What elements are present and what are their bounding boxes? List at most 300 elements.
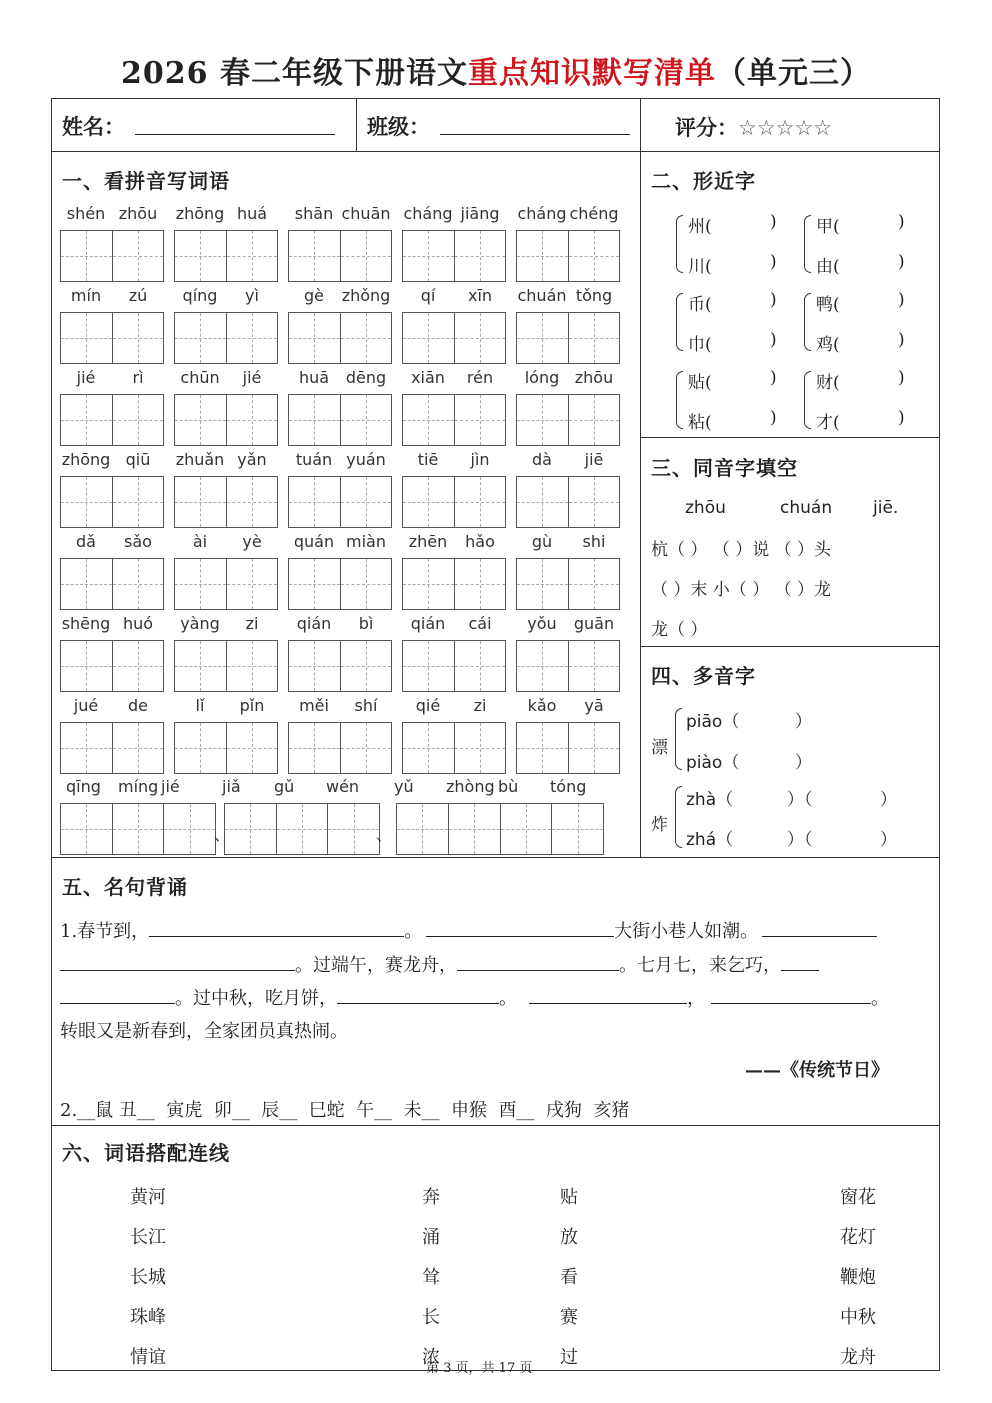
pinyin-syllable: ài bbox=[192, 532, 208, 551]
writing-box[interactable] bbox=[60, 640, 164, 692]
poem-line-3 bbox=[60, 984, 889, 1010]
writing-cell[interactable] bbox=[569, 477, 620, 527]
writing-box[interactable] bbox=[516, 394, 620, 446]
writing-cell[interactable] bbox=[517, 641, 569, 691]
writing-box[interactable] bbox=[174, 230, 278, 282]
pinyin-syllable: qiū bbox=[125, 450, 151, 469]
writing-cell[interactable] bbox=[227, 231, 278, 281]
pinyin-syllable: jìn bbox=[470, 450, 490, 469]
similar-char: 粘( bbox=[688, 413, 712, 433]
writing-box[interactable] bbox=[288, 312, 392, 364]
divider bbox=[51, 1125, 940, 1126]
pinyin-syllable: zhòng bbox=[446, 777, 495, 796]
writing-box[interactable] bbox=[60, 558, 164, 610]
pinyin-syllable: de bbox=[128, 696, 148, 715]
match-item[interactable]: 情谊 bbox=[130, 1347, 166, 1368]
writing-box[interactable] bbox=[60, 230, 164, 282]
answer-blank[interactable]: ）（ bbox=[787, 830, 813, 850]
match-item[interactable]: 窗花 bbox=[840, 1187, 876, 1208]
answer-blank[interactable]: ) bbox=[770, 252, 777, 272]
score-label: 评分： bbox=[675, 115, 738, 140]
match-item[interactable]: 浓 bbox=[422, 1347, 440, 1368]
title-part: 2026 春二年级下册语文 bbox=[121, 56, 468, 91]
bracket bbox=[675, 786, 682, 848]
writing-box[interactable] bbox=[288, 640, 392, 692]
writing-cell[interactable] bbox=[175, 477, 227, 527]
pinyin-syllable: gù bbox=[531, 532, 553, 551]
writing-box[interactable] bbox=[288, 722, 392, 774]
poem-blank[interactable] bbox=[781, 952, 819, 971]
pinyin-syllable: shí bbox=[354, 696, 378, 715]
pinyin-syllable: qí bbox=[420, 286, 436, 305]
writing-cell[interactable] bbox=[455, 313, 506, 363]
name-input[interactable] bbox=[135, 114, 335, 135]
writing-cell[interactable] bbox=[227, 395, 278, 445]
writing-cell[interactable] bbox=[164, 804, 215, 854]
similar-char: 州( bbox=[688, 217, 712, 237]
writing-cell[interactable] bbox=[341, 313, 392, 363]
pinyin-syllable: měi bbox=[299, 696, 329, 715]
answer-blank[interactable]: ) bbox=[898, 290, 905, 310]
pinyin-syllable: yǎn bbox=[237, 450, 267, 469]
answer-blank[interactable]: ） bbox=[795, 712, 812, 732]
class-field bbox=[367, 111, 430, 141]
pinyin-syllable: zi bbox=[245, 614, 259, 633]
match-item[interactable]: 黄河 bbox=[130, 1187, 166, 1208]
writing-box[interactable] bbox=[402, 558, 506, 610]
bracket bbox=[804, 215, 811, 273]
pinyin-syllable: yā bbox=[584, 696, 604, 715]
writing-cell[interactable] bbox=[341, 641, 392, 691]
poem-text: ， bbox=[687, 988, 705, 1009]
pinyin-syllable: jié bbox=[242, 368, 262, 387]
pinyin-syllable: yì bbox=[245, 286, 259, 305]
writing-cell[interactable] bbox=[227, 559, 278, 609]
pinyin-syllable: zhǒng bbox=[341, 286, 391, 305]
writing-cell[interactable] bbox=[455, 723, 506, 773]
match-item[interactable]: 龙舟 bbox=[840, 1347, 876, 1368]
pinyin-syllable: cái bbox=[468, 614, 492, 633]
poem-text: 1.春节到， bbox=[60, 921, 150, 942]
divider bbox=[51, 151, 940, 152]
writing-box[interactable] bbox=[516, 312, 620, 364]
writing-box[interactable] bbox=[288, 558, 392, 610]
writing-cell[interactable] bbox=[517, 477, 569, 527]
writing-cell[interactable] bbox=[175, 641, 227, 691]
writing-cell[interactable] bbox=[61, 804, 113, 854]
similar-char: 鸭( bbox=[816, 295, 840, 315]
writing-cell[interactable] bbox=[552, 804, 603, 854]
writing-cell[interactable] bbox=[455, 559, 506, 609]
writing-cell[interactable] bbox=[455, 477, 506, 527]
answer-blank[interactable]: ) bbox=[770, 212, 777, 232]
pinyin-syllable: huá bbox=[236, 204, 268, 223]
writing-box[interactable] bbox=[516, 230, 620, 282]
writing-cell[interactable] bbox=[455, 395, 506, 445]
pinyin-syllable: chūn bbox=[180, 368, 220, 387]
answer-blank[interactable]: ）（ bbox=[787, 790, 813, 810]
match-item[interactable]: 花灯 bbox=[840, 1227, 876, 1248]
writing-box[interactable] bbox=[516, 476, 620, 528]
poem-blank[interactable] bbox=[337, 985, 499, 1004]
match-item[interactable]: 奔 bbox=[422, 1187, 440, 1208]
writing-cell[interactable] bbox=[113, 231, 164, 281]
similar-char: 币( bbox=[688, 295, 712, 315]
pinyin-syllable: wén bbox=[326, 777, 360, 796]
similar-char: 甲( bbox=[816, 217, 840, 237]
homophone-line[interactable]: 杭（ ） （ ）说 （ ）头 bbox=[651, 540, 832, 560]
bracket bbox=[676, 293, 683, 351]
writing-box[interactable] bbox=[288, 476, 392, 528]
match-item[interactable]: 中秋 bbox=[840, 1307, 876, 1328]
pinyin-syllable: jiǎ bbox=[222, 777, 241, 796]
writing-cell[interactable] bbox=[569, 395, 620, 445]
homophone-pinyin: chuán bbox=[780, 498, 833, 518]
poem-blank[interactable] bbox=[457, 952, 619, 971]
pinyin-syllable: chuān bbox=[341, 204, 391, 223]
writing-cell[interactable] bbox=[341, 231, 392, 281]
pinyin-syllable: guān bbox=[573, 614, 615, 633]
writing-box[interactable] bbox=[60, 394, 164, 446]
divider bbox=[640, 98, 641, 857]
section3-title: 三、同音字填空 bbox=[651, 456, 798, 480]
divider bbox=[51, 857, 940, 858]
writing-cell[interactable] bbox=[61, 395, 113, 445]
pinyin-syllable: shān bbox=[294, 204, 334, 223]
writing-cell[interactable] bbox=[341, 559, 392, 609]
pinyin-syllable: tiē bbox=[417, 450, 439, 469]
page-title bbox=[0, 48, 992, 92]
page-footer: 第 3 页，共 17 页 bbox=[426, 1361, 533, 1376]
pinyin-syllable: zhōu bbox=[574, 368, 614, 387]
pinyin-syllable: pǐn bbox=[239, 696, 265, 715]
match-item[interactable]: 看 bbox=[560, 1267, 578, 1288]
name-label: 姓名： bbox=[62, 114, 125, 139]
writing-box[interactable] bbox=[174, 722, 278, 774]
writing-cell[interactable] bbox=[61, 723, 113, 773]
writing-cell[interactable] bbox=[403, 477, 455, 527]
answer-blank[interactable]: ） bbox=[795, 753, 812, 773]
answer-blank[interactable]: ) bbox=[770, 290, 777, 310]
polyphone-char: 炸 bbox=[651, 815, 668, 835]
poem-text: 。过中秋，吃月饼， bbox=[175, 988, 337, 1009]
writing-cell[interactable] bbox=[403, 559, 455, 609]
poem-text: 。过端午，赛龙舟， bbox=[295, 955, 457, 976]
similar-char: 鸡( bbox=[816, 335, 840, 355]
poem-source: ——《传统节日》 bbox=[745, 1060, 889, 1081]
writing-cell[interactable] bbox=[289, 641, 341, 691]
writing-cell[interactable] bbox=[175, 313, 227, 363]
match-item[interactable]: 长城 bbox=[130, 1267, 166, 1288]
pinyin-syllable: cháng bbox=[403, 204, 453, 223]
writing-cell[interactable] bbox=[517, 395, 569, 445]
pinyin-syllable: xīn bbox=[467, 286, 493, 305]
writing-cell[interactable] bbox=[517, 313, 569, 363]
pinyin-syllable: zi bbox=[473, 696, 487, 715]
poem-blank[interactable] bbox=[529, 985, 687, 1004]
writing-cell[interactable] bbox=[61, 641, 113, 691]
pinyin-syllable: yàng bbox=[180, 614, 220, 633]
pinyin-syllable: huā bbox=[298, 368, 330, 387]
answer-blank[interactable]: ) bbox=[898, 252, 905, 272]
writing-box[interactable] bbox=[402, 722, 506, 774]
writing-cell[interactable] bbox=[175, 395, 227, 445]
writing-box[interactable] bbox=[516, 722, 620, 774]
writing-cell[interactable] bbox=[289, 559, 341, 609]
class-input[interactable] bbox=[440, 114, 630, 135]
writing-box[interactable] bbox=[60, 803, 216, 855]
writing-box[interactable] bbox=[60, 312, 164, 364]
writing-box[interactable] bbox=[60, 722, 164, 774]
writing-cell[interactable] bbox=[569, 723, 620, 773]
pinyin-syllable: yǔ bbox=[394, 777, 414, 796]
pinyin-syllable: gǔ bbox=[274, 777, 295, 796]
writing-cell[interactable] bbox=[289, 313, 341, 363]
polyphone-reading: piào（ bbox=[686, 753, 740, 773]
writing-cell[interactable] bbox=[455, 231, 506, 281]
poem-text: 大街小巷人如潮。 bbox=[614, 921, 759, 942]
writing-cell[interactable] bbox=[113, 477, 164, 527]
similar-char: 巾( bbox=[688, 335, 712, 355]
writing-cell[interactable] bbox=[61, 313, 113, 363]
writing-box[interactable] bbox=[60, 476, 164, 528]
bracket bbox=[804, 293, 811, 351]
zodiac-line[interactable]: 2.__鼠 丑__ 寅虎 卯__ 辰__ 巳蛇 午__ 未__ 申猴 酉__ 戌狗 亥猪 bbox=[60, 1100, 630, 1121]
poem-line-2 bbox=[60, 951, 819, 977]
writing-cell[interactable] bbox=[227, 641, 278, 691]
writing-cell[interactable] bbox=[227, 313, 278, 363]
title-highlight: 重点知识默写清单 bbox=[467, 56, 716, 91]
bracket bbox=[676, 371, 683, 429]
writing-box[interactable] bbox=[174, 640, 278, 692]
poem-line-4: 转眼又是新春到，全家团员真热闹。 bbox=[60, 1021, 348, 1042]
homophone-pinyin: jiē. bbox=[873, 498, 899, 518]
match-item[interactable]: 涌 bbox=[422, 1227, 440, 1248]
section4-title: 四、多音字 bbox=[651, 664, 756, 688]
pinyin-syllable: qīng bbox=[66, 777, 101, 796]
writing-cell[interactable] bbox=[289, 477, 341, 527]
pinyin-syllable: tǒng bbox=[575, 286, 613, 305]
writing-cell[interactable] bbox=[113, 804, 165, 854]
answer-blank[interactable]: ) bbox=[898, 330, 905, 350]
polyphone-reading: piāo（ bbox=[686, 712, 740, 732]
pinyin-syllable: qián bbox=[410, 614, 446, 633]
writing-box[interactable] bbox=[174, 558, 278, 610]
writing-cell[interactable] bbox=[289, 395, 341, 445]
pinyin-syllable: zú bbox=[128, 286, 148, 305]
answer-blank[interactable]: ) bbox=[770, 330, 777, 350]
polyphone-reading: zhá（ bbox=[686, 830, 734, 850]
writing-box[interactable] bbox=[402, 640, 506, 692]
poem-text: 。 bbox=[404, 921, 423, 942]
writing-cell[interactable] bbox=[501, 804, 553, 854]
pinyin-syllable: shén bbox=[66, 204, 106, 223]
writing-cell[interactable] bbox=[517, 231, 569, 281]
title-part: （单元三） bbox=[715, 56, 871, 91]
class-label: 班级： bbox=[367, 114, 430, 139]
bracket bbox=[676, 215, 683, 273]
match-item[interactable]: 珠峰 bbox=[130, 1307, 166, 1328]
answer-blank[interactable]: ） bbox=[880, 830, 897, 850]
writing-cell[interactable] bbox=[403, 723, 455, 773]
pinyin-syllable: miàn bbox=[346, 532, 386, 551]
writing-box[interactable] bbox=[402, 230, 506, 282]
pinyin-syllable: dēng bbox=[345, 368, 387, 387]
poem-blank[interactable] bbox=[762, 918, 877, 937]
pinyin-syllable: gè bbox=[304, 286, 324, 305]
writing-cell[interactable] bbox=[569, 641, 620, 691]
writing-cell[interactable] bbox=[341, 395, 392, 445]
writing-box[interactable] bbox=[174, 476, 278, 528]
separator: 、 bbox=[376, 825, 393, 844]
writing-cell[interactable] bbox=[227, 477, 278, 527]
pinyin-syllable: shi bbox=[582, 532, 606, 551]
homophone-line[interactable]: 龙（ ） bbox=[651, 620, 708, 640]
bracket bbox=[804, 371, 811, 429]
score-field bbox=[675, 112, 832, 142]
match-item[interactable]: 赛 bbox=[560, 1307, 578, 1328]
writing-cell[interactable] bbox=[328, 804, 379, 854]
pinyin-syllable: qián bbox=[296, 614, 332, 633]
pinyin-syllable: chuán bbox=[517, 286, 567, 305]
poem-text: 。 bbox=[871, 988, 889, 1009]
pinyin-syllable: bù bbox=[498, 777, 519, 796]
writing-cell[interactable] bbox=[61, 559, 113, 609]
poem-blank[interactable] bbox=[149, 918, 404, 937]
poem-blank[interactable] bbox=[60, 985, 175, 1004]
pinyin-syllable: hǎo bbox=[465, 532, 495, 551]
match-item[interactable]: 耸 bbox=[422, 1267, 440, 1288]
pinyin-syllable: huó bbox=[122, 614, 154, 633]
writing-box[interactable] bbox=[402, 394, 506, 446]
pinyin-syllable: yè bbox=[242, 532, 262, 551]
writing-cell[interactable] bbox=[569, 313, 620, 363]
pinyin-syllable: mín bbox=[70, 286, 102, 305]
writing-cell[interactable] bbox=[61, 477, 113, 527]
match-item[interactable]: 长 bbox=[422, 1307, 440, 1328]
writing-cell[interactable] bbox=[569, 231, 620, 281]
match-item[interactable]: 长江 bbox=[130, 1227, 166, 1248]
pinyin-syllable: cháng bbox=[517, 204, 567, 223]
pinyin-syllable: bì bbox=[358, 614, 374, 633]
writing-cell[interactable] bbox=[403, 231, 455, 281]
similar-char: 由( bbox=[816, 257, 840, 277]
writing-cell[interactable] bbox=[341, 723, 392, 773]
writing-cell[interactable] bbox=[277, 804, 329, 854]
star-rating[interactable]: ☆☆☆☆☆ bbox=[738, 116, 833, 140]
section2-title: 二、形近字 bbox=[651, 169, 756, 193]
answer-blank[interactable]: ) bbox=[898, 212, 905, 232]
section5-title: 五、名句背诵 bbox=[62, 875, 188, 899]
writing-box[interactable] bbox=[174, 394, 278, 446]
writing-cell[interactable] bbox=[113, 641, 164, 691]
writing-cell[interactable] bbox=[225, 804, 277, 854]
writing-cell[interactable] bbox=[113, 313, 164, 363]
writing-cell[interactable] bbox=[569, 559, 620, 609]
pinyin-syllable: rén bbox=[466, 368, 494, 387]
answer-blank[interactable]: ） bbox=[880, 790, 897, 810]
pinyin-syllable: yuán bbox=[346, 450, 386, 469]
pinyin-syllable: zhēn bbox=[408, 532, 448, 551]
writing-box[interactable] bbox=[402, 476, 506, 528]
writing-cell[interactable] bbox=[517, 559, 569, 609]
writing-cell[interactable] bbox=[227, 723, 278, 773]
pinyin-syllable: dà bbox=[532, 450, 552, 469]
writing-cell[interactable] bbox=[455, 641, 506, 691]
pinyin-syllable: jié bbox=[161, 777, 180, 796]
match-item[interactable]: 过 bbox=[560, 1347, 578, 1368]
writing-cell[interactable] bbox=[113, 395, 164, 445]
writing-cell[interactable] bbox=[175, 231, 227, 281]
writing-cell[interactable] bbox=[289, 231, 341, 281]
pinyin-syllable: zhōu bbox=[118, 204, 158, 223]
pinyin-syllable: jiāng bbox=[460, 204, 500, 223]
writing-box[interactable] bbox=[516, 558, 620, 610]
writing-cell[interactable] bbox=[113, 559, 164, 609]
pinyin-syllable: kǎo bbox=[527, 696, 557, 715]
match-item[interactable]: 鞭炮 bbox=[840, 1267, 876, 1288]
similar-char: 财( bbox=[816, 373, 840, 393]
pinyin-syllable: tóng bbox=[550, 777, 587, 796]
writing-cell[interactable] bbox=[397, 804, 449, 854]
writing-cell[interactable] bbox=[403, 395, 455, 445]
writing-cell[interactable] bbox=[175, 723, 227, 773]
pinyin-syllable: míng bbox=[118, 777, 159, 796]
homophone-pinyin: zhōu bbox=[685, 498, 726, 518]
answer-blank[interactable]: ) bbox=[898, 368, 905, 388]
writing-cell[interactable] bbox=[289, 723, 341, 773]
writing-box[interactable] bbox=[288, 394, 392, 446]
poem-blank[interactable] bbox=[60, 952, 295, 971]
pinyin-syllable: zhōng bbox=[175, 204, 225, 223]
pinyin-syllable: qié bbox=[415, 696, 441, 715]
writing-cell[interactable] bbox=[341, 477, 392, 527]
pinyin-syllable: qíng bbox=[182, 286, 218, 305]
similar-char: 才( bbox=[816, 413, 840, 433]
poem-text: 。 bbox=[499, 988, 517, 1009]
pinyin-syllable: jué bbox=[73, 696, 99, 715]
writing-cell[interactable] bbox=[175, 559, 227, 609]
poem-blank[interactable] bbox=[426, 918, 614, 937]
answer-blank[interactable]: ) bbox=[770, 368, 777, 388]
polyphone-reading: zhà（ bbox=[686, 790, 734, 810]
writing-cell[interactable] bbox=[403, 641, 455, 691]
divider bbox=[356, 98, 357, 151]
writing-cell[interactable] bbox=[449, 804, 501, 854]
pinyin-syllable: chéng bbox=[569, 204, 619, 223]
writing-cell[interactable] bbox=[61, 231, 113, 281]
writing-cell[interactable] bbox=[403, 313, 455, 363]
poem-blank[interactable] bbox=[711, 985, 871, 1004]
pinyin-syllable: sǎo bbox=[124, 532, 152, 551]
homophone-line[interactable]: （ ）末 小（ ） （ ）龙 bbox=[651, 580, 832, 600]
writing-box[interactable] bbox=[396, 803, 604, 855]
writing-cell[interactable] bbox=[113, 723, 164, 773]
match-item[interactable]: 放 bbox=[560, 1227, 578, 1248]
writing-cell[interactable] bbox=[517, 723, 569, 773]
match-item[interactable]: 贴 bbox=[560, 1187, 578, 1208]
writing-box[interactable] bbox=[174, 312, 278, 364]
answer-blank[interactable]: ) bbox=[898, 408, 905, 428]
answer-blank[interactable]: ) bbox=[770, 408, 777, 428]
writing-box[interactable] bbox=[516, 640, 620, 692]
pinyin-syllable: xiān bbox=[411, 368, 445, 387]
pinyin-syllable: shēng bbox=[61, 614, 111, 633]
writing-box[interactable] bbox=[402, 312, 506, 364]
pinyin-syllable: tuán bbox=[295, 450, 333, 469]
writing-box[interactable] bbox=[224, 803, 380, 855]
writing-box[interactable] bbox=[288, 230, 392, 282]
